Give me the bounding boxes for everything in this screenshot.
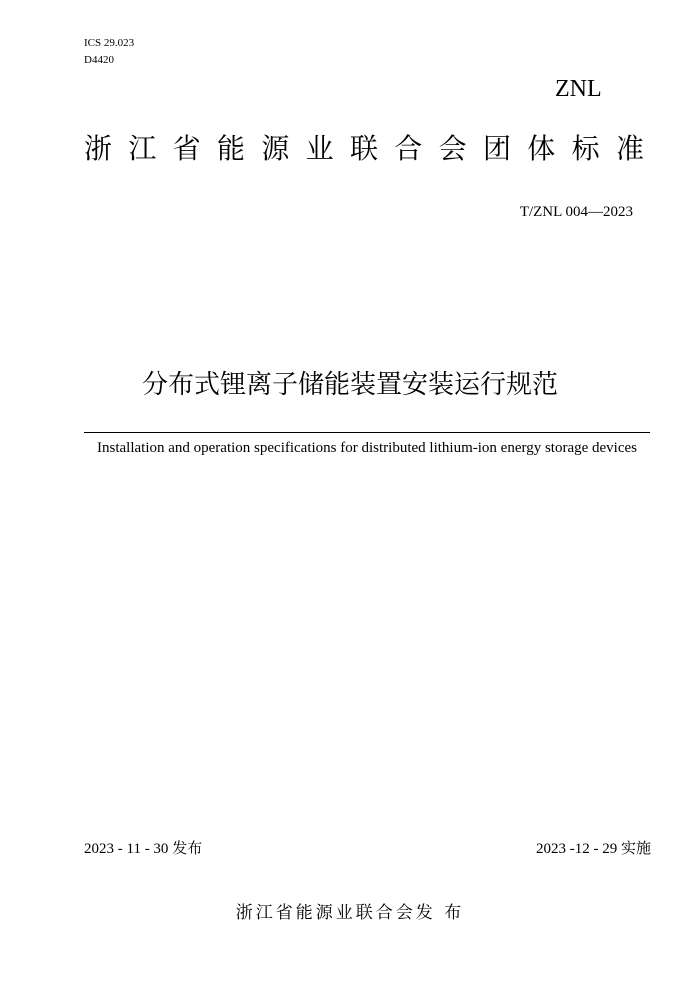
org-char: 团: [482, 132, 511, 165]
title-divider: [84, 432, 650, 433]
issue-label: 发布: [172, 839, 203, 857]
ics-number: ICS 29.023: [84, 37, 135, 49]
org-char: 浙: [84, 132, 113, 165]
org-char: 源: [261, 132, 290, 165]
publisher: 浙江省能源业联合会发 布: [235, 903, 465, 923]
org-char: 体: [527, 132, 556, 165]
issue-date-line: [84, 838, 202, 859]
issue-date: 2023 - 11 - 30: [84, 841, 169, 857]
org-char: 合: [394, 132, 423, 165]
org-char: 能: [216, 132, 245, 165]
ccs-number: D4420: [84, 54, 114, 66]
org-char: 联: [349, 132, 378, 165]
implementation-date: 2023 -12 - 29: [535, 841, 618, 857]
org-char: 江: [128, 132, 157, 165]
implementation-label: 实施: [620, 839, 651, 857]
org-char: 会: [438, 132, 467, 165]
org-char: 省: [172, 132, 201, 165]
organization-standard-heading: [84, 131, 644, 167]
org-char: 准: [615, 132, 644, 165]
implementation-date-line: [536, 838, 651, 859]
org-char: 标: [571, 132, 600, 165]
standard-number: T/ZNL 004—2023: [519, 204, 633, 220]
document-title-en: Installation and operation specifications for distributed lithium-ion energy storage devices: [97, 440, 637, 456]
standard-code-mark: ZNL: [555, 76, 602, 102]
document-title-cn: 分布式锂离子储能装置安装运行规范: [141, 370, 558, 400]
org-char: 业: [305, 132, 334, 165]
